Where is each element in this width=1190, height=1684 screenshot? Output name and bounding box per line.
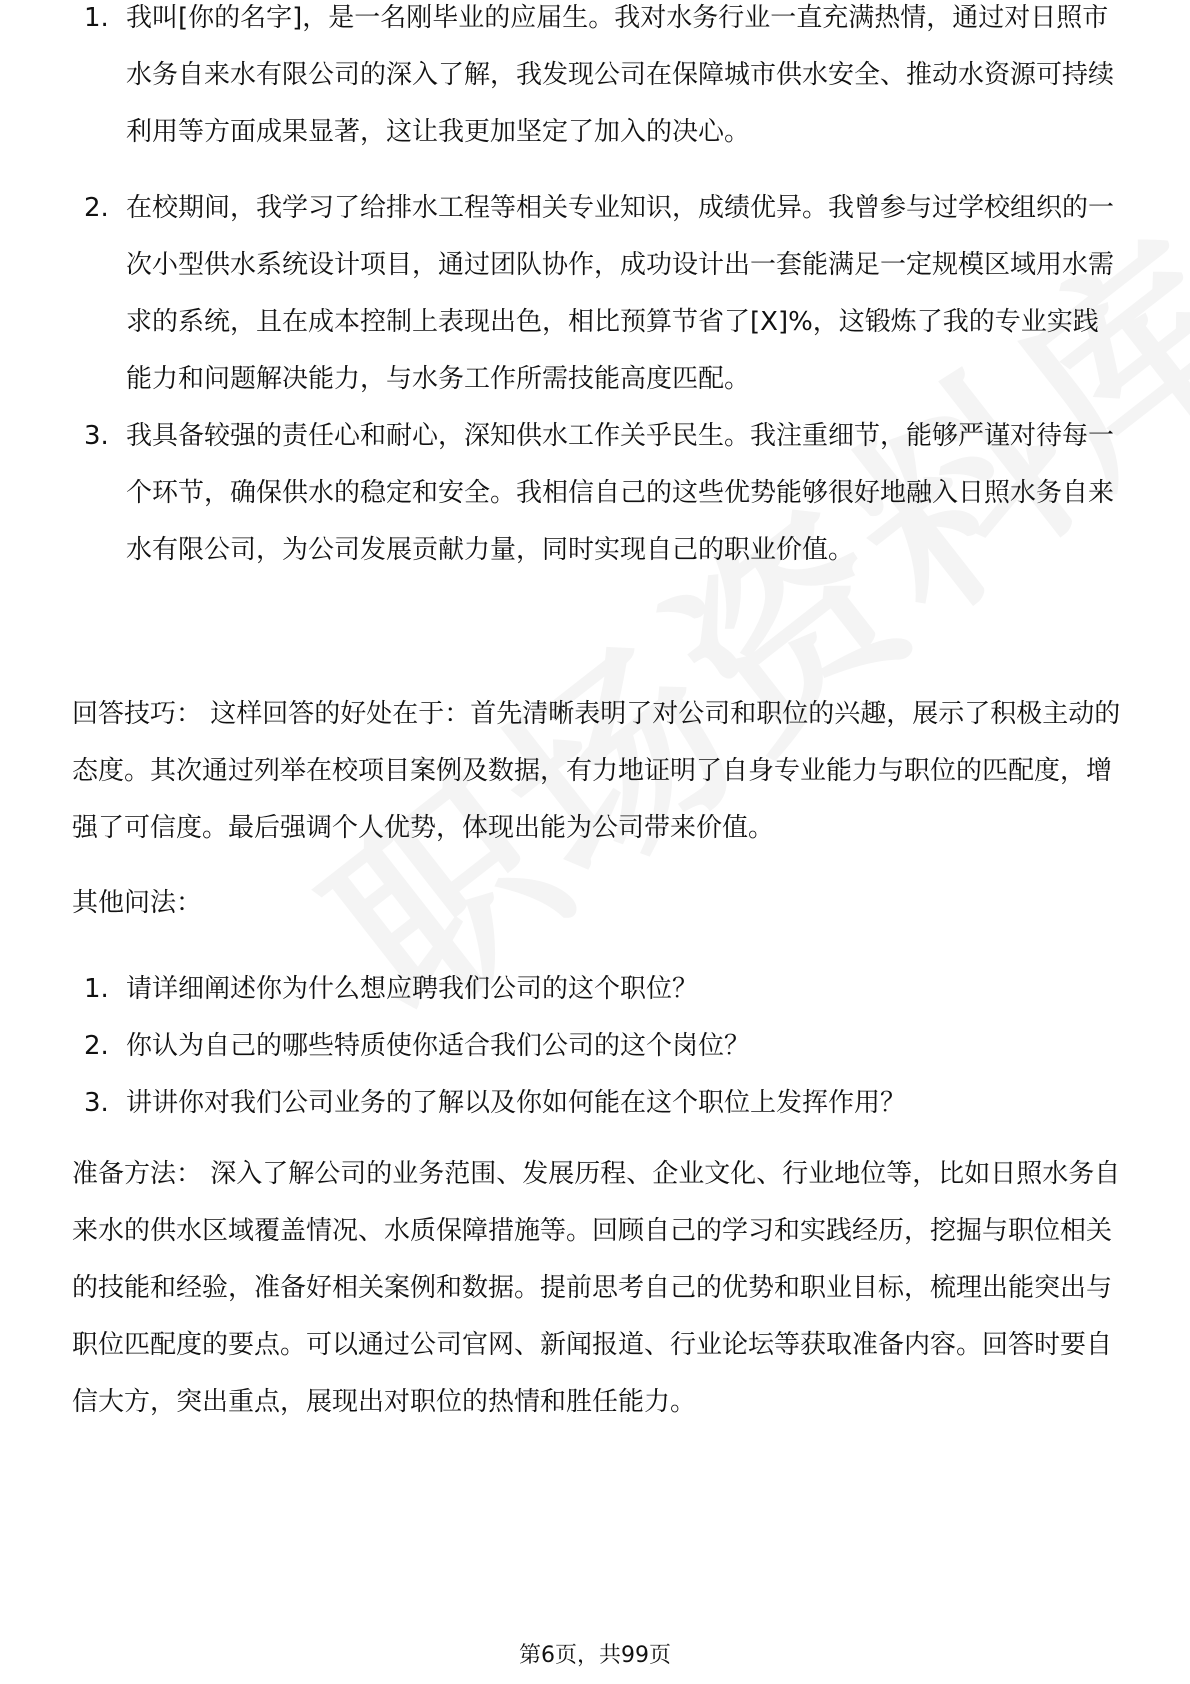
list-number: 2. <box>84 193 109 223</box>
answer-list <box>0 0 1190 171</box>
list-item-text: 在校期间，我学习了给排水工程等相关专业知识，成绩优异。我曾参与过学校组织的一次小型供水系统设计项目，通过团队协作，成功设计出一套能满足一定规模区域用水需求的系统，且在成本控制上表现出色，相比预算节省了[X]%，这锻炼了我的专业实践能力和问题解决能力，与水务工作所需技能高度匹配。 <box>126 193 1115 394</box>
question-item-3 <box>0 1075 1116 1132</box>
question-text: 讲讲你对我们公司业务的了解以及你如何能在这个职位上发挥作用？ <box>126 1088 907 1118</box>
list-number: 3. <box>84 421 109 451</box>
list-item-text: 我具备较强的责任心和耐心，深知供水工作关乎民生。我注重细节，能够严谨对待每一个环节，确保供水的稳定和安全。我相信自己的这些优势能够很好地融入日照水务自来水有限公司，为公司发展贡献力量，同时实现自己的职业价值。 <box>126 421 1115 565</box>
list-number: 3. <box>84 1088 109 1118</box>
list-number: 1. <box>84 3 109 33</box>
other-questions-heading: 其他问法： <box>72 888 203 918</box>
list-item-3 <box>0 408 1116 579</box>
question-text: 请详细阐述你为什么想应聘我们公司的这个职位？ <box>126 974 699 1004</box>
preparation-method: 准备方法： 深入了解公司的业务范围、发展历程、企业文化、行业地位等，比如日照水务自来水的供水区域覆盖情况、水质保障措施等。回顾自己的学习和实践经历，挖掘与职位相关的技能和经验，准备好相关案例和数据。提前思考自己的优势和职业目标，梳理出能突出与职位匹配度的要点。可以通过公司官网、新闻报道、行业论坛等获取准备内容。回答时要自信大方，突出重点，展现出对职位的热情和胜任能力。 <box>72 1159 1121 1417</box>
question-item-1 <box>0 961 1116 1018</box>
list-item-2 <box>0 180 1116 408</box>
question-item-2 <box>0 1018 1116 1075</box>
question-text: 你认为自己的哪些特质使你适合我们公司的这个岗位？ <box>126 1031 751 1061</box>
answer-list-continued <box>0 180 1190 579</box>
list-number: 1. <box>84 974 109 1004</box>
list-item-text: 我叫[你的名字]，是一名刚毕业的应届生。我对水务行业一直充满热情，通过对日照市水务自来水有限公司的深入了解，我发现公司在保障城市供水安全、推动水资源可持续利用等方面成果显著，这让我更加坚定了加入的决心。 <box>126 3 1115 147</box>
page-number: 第6页，共99页 <box>519 1643 671 1668</box>
list-number: 2. <box>84 1031 109 1061</box>
list-item-1 <box>0 0 1116 161</box>
other-questions-list <box>0 961 1190 1132</box>
answer-tips: 回答技巧： 这样回答的好处在于：首先清晰表明了对公司和职位的兴趣，展示了积极主动的态度。其次通过列举在校项目案例及数据，有力地证明了自身专业能力与职位的匹配度，增强了可信度。最后强调个人优势，体现出能为公司带来价值。 <box>72 699 1121 843</box>
